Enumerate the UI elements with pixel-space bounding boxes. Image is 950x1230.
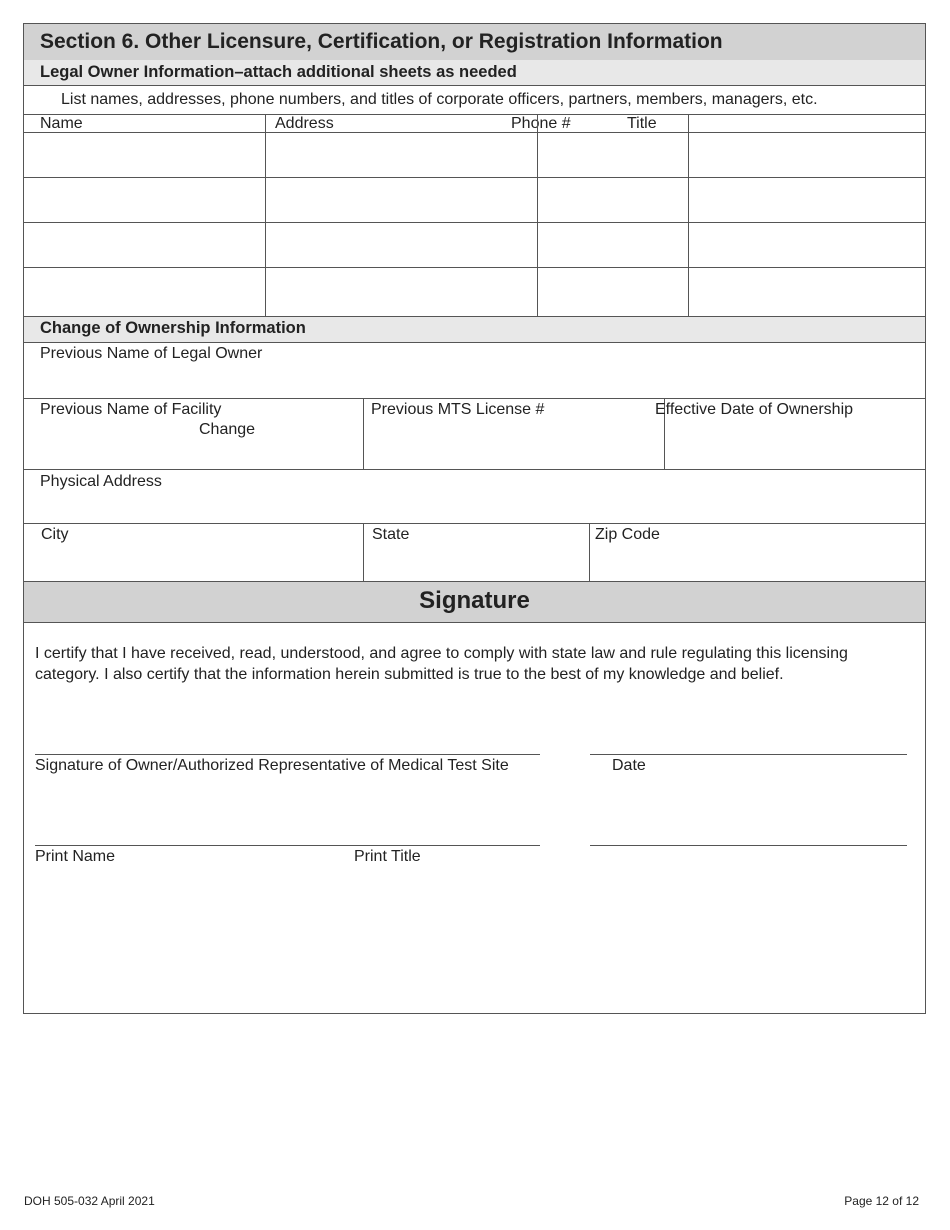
owner-row-3-name-field[interactable] xyxy=(24,223,265,267)
signature-heading: Signature xyxy=(419,587,530,614)
print-title-field[interactable] xyxy=(590,804,907,845)
owner-row-2-address-field[interactable] xyxy=(266,178,537,222)
owner-row-4-phone-field[interactable] xyxy=(538,268,688,316)
change-ownership-heading-band xyxy=(24,316,925,343)
owner-row-1-name-field[interactable] xyxy=(24,133,265,177)
page-number-footer: Page 12 of 12 xyxy=(844,1194,919,1208)
legal-owner-heading-band xyxy=(24,60,925,86)
previous-facility-label-change: Change xyxy=(199,421,256,438)
change-ownership-heading: Change of Ownership Information xyxy=(40,319,306,337)
owner-row-1-title-field[interactable] xyxy=(689,133,925,177)
column-header-phone: Phone # xyxy=(511,115,571,132)
owner-row-2-name-field[interactable] xyxy=(24,178,265,222)
column-header-name: Name xyxy=(40,115,83,132)
owner-row-1-address-field[interactable] xyxy=(266,133,537,177)
print-title-label: Print Title xyxy=(354,848,421,865)
section-title: Section 6. Other Licensure, Certification, or Registration Information xyxy=(40,30,723,53)
city-field[interactable] xyxy=(24,524,363,581)
form-id-footer: DOH 505-032 April 2021 xyxy=(24,1194,155,1208)
certification-text-line-2: category. I also certify that the information herein submitted is true to the best of my knowledge and belief. xyxy=(35,666,784,683)
signature-label: Signature of Owner/Authorized Representative of Medical Test Site xyxy=(35,757,509,774)
print-name-field[interactable] xyxy=(35,804,540,845)
divider xyxy=(24,114,925,115)
owner-row-4-title-field[interactable] xyxy=(689,268,925,316)
signature-field[interactable] xyxy=(35,714,540,754)
date-label: Date xyxy=(612,757,646,774)
effective-date-label: Effective Date of Ownership xyxy=(655,401,854,418)
legal-owner-heading: Legal Owner Information–attach additional sheets as needed xyxy=(40,63,517,81)
owner-row-3-phone-field[interactable] xyxy=(538,223,688,267)
legal-owner-instruction: List names, addresses, phone numbers, and titles of corporate officers, partners, members, managers, etc. xyxy=(61,91,818,108)
date-field[interactable] xyxy=(590,714,907,754)
print-name-label: Print Name xyxy=(35,848,116,865)
owner-row-4-address-field[interactable] xyxy=(266,268,537,316)
print-name-line xyxy=(35,845,540,846)
column-header-title: Title xyxy=(627,115,657,132)
zip-code-label: Zip Code xyxy=(595,526,660,543)
owner-row-2-title-field[interactable] xyxy=(689,178,925,222)
city-label: City xyxy=(41,526,69,543)
column-header-address: Address xyxy=(275,115,334,132)
state-label: State xyxy=(372,526,410,543)
owner-row-3-address-field[interactable] xyxy=(266,223,537,267)
signature-heading-band xyxy=(24,581,925,623)
certification-text-line-1: I certify that I have received, read, understood, and agree to comply with state law and rule regulating this licensing xyxy=(35,645,848,662)
owner-row-4-name-field[interactable] xyxy=(24,268,265,316)
print-title-line xyxy=(590,845,907,846)
date-line xyxy=(590,754,907,755)
previous-facility-label: Previous Name of Facility xyxy=(40,401,222,418)
owner-row-1-phone-field[interactable] xyxy=(538,133,688,177)
section-title-band xyxy=(24,24,925,61)
owner-row-2-phone-field[interactable] xyxy=(538,178,688,222)
physical-address-label: Physical Address xyxy=(40,473,162,490)
owner-row-3-title-field[interactable] xyxy=(689,223,925,267)
previous-mts-license-label: Previous MTS License # xyxy=(371,401,545,418)
previous-owner-label: Previous Name of Legal Owner xyxy=(40,345,263,362)
signature-line xyxy=(35,754,540,755)
form-container xyxy=(23,23,926,1014)
